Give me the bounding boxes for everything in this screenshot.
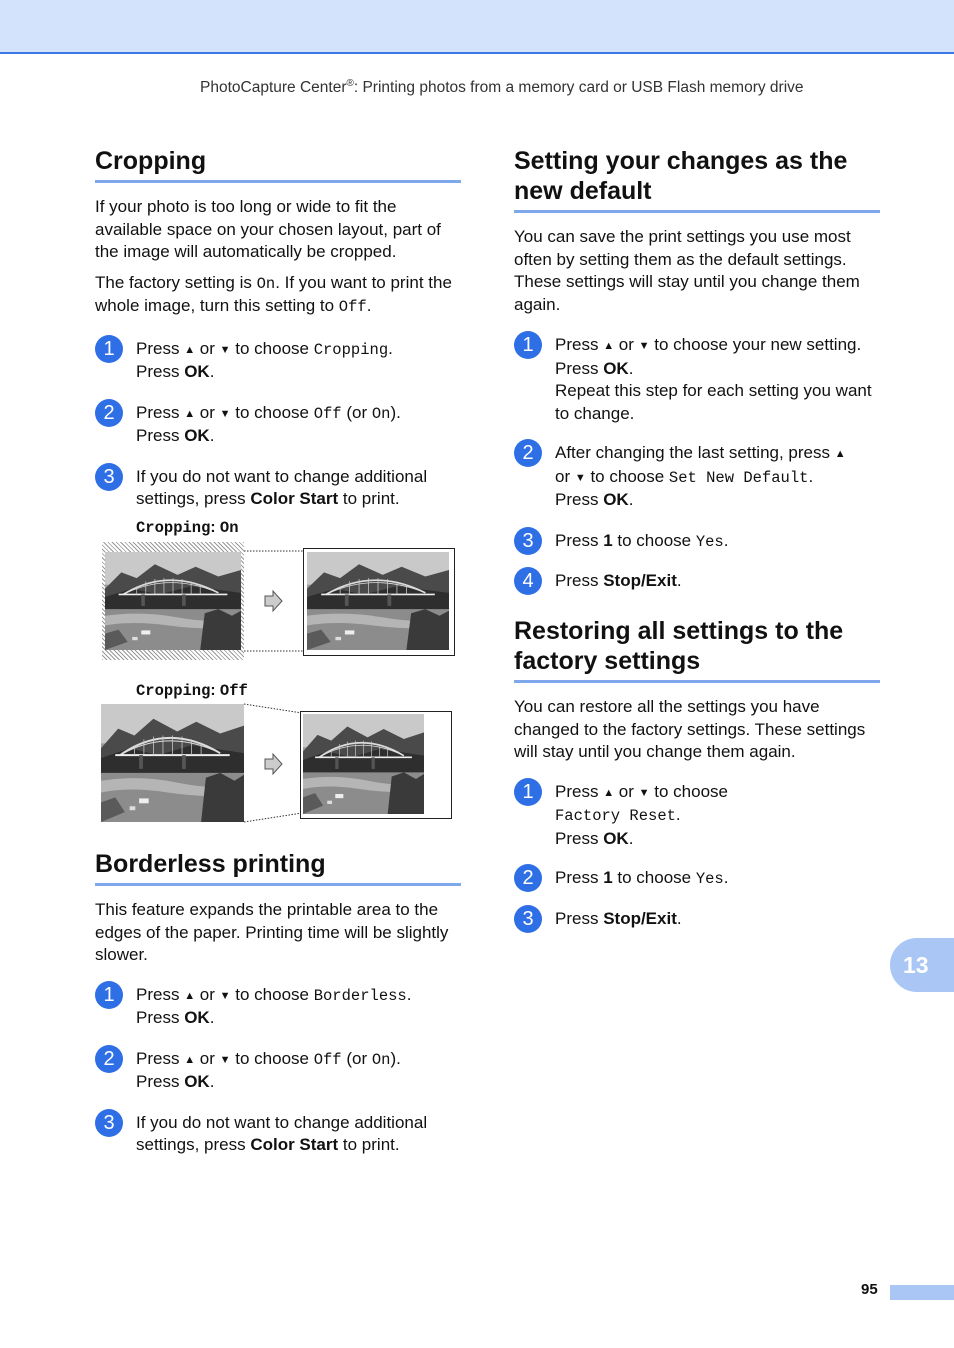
page-number: 95	[861, 1281, 878, 1298]
step-number-3: 3	[95, 1109, 123, 1137]
down-arrow-icon: ▼	[219, 989, 231, 1002]
down-arrow-icon: ▼	[219, 343, 231, 356]
restore-section	[514, 616, 880, 930]
original-photo-on	[105, 552, 241, 650]
printed-photo-off	[303, 714, 424, 814]
step-number-4: 4	[514, 567, 542, 595]
step-number-2: 2	[95, 1045, 123, 1073]
up-arrow-icon: ▲	[603, 786, 615, 799]
down-arrow-icon: ▼	[638, 340, 650, 352]
default-step-1: 1 Press ▲ or ▼ to choose your new setting. Press OK. Repeat this step for each setting you want to change.	[514, 334, 880, 425]
default-section	[514, 146, 880, 593]
cropping-step-1: 1 Press ▲ or ▼ to choose Cropping. Press OK.	[95, 338, 461, 384]
down-arrow-icon: ▼	[574, 471, 586, 484]
caption-cropping-on: Cropping: On	[136, 519, 239, 537]
step-number-2: 2	[514, 864, 542, 892]
running-head: PhotoCapture Center®: Printing photos from a memory card or USB Flash memory drive	[200, 78, 804, 97]
restore-para: You can restore all the settings you have changed to the factory settings. These settings will stay until you change them again.	[514, 697, 866, 761]
restore-step-3: 3 Press Stop/Exit.	[514, 908, 880, 931]
step-number-2: 2	[95, 399, 123, 427]
borderless-section	[95, 849, 461, 1157]
default-step-2: 2 After changing the last setting, press ▲ or ▼ to choose Set New Default. Press OK.	[514, 442, 880, 512]
step-number-3: 3	[514, 905, 542, 933]
step-number-1: 1	[514, 331, 542, 359]
page-number-bar	[890, 1285, 954, 1300]
default-step-3: 3 Press 1 to choose Yes.	[514, 530, 880, 554]
step-number-3: 3	[514, 527, 542, 555]
original-photo-off	[101, 704, 244, 822]
caption-cropping-off: Cropping: Off	[136, 682, 248, 700]
cropping-step-3: 3 If you do not want to change additional settings, press Color Start to print.	[95, 466, 461, 511]
down-arrow-icon: ▼	[638, 786, 650, 799]
down-arrow-icon: ▼	[219, 407, 231, 420]
borderless-step-3: 3 If you do not want to change additional settings, press Color Start to print.	[95, 1112, 461, 1157]
crop-guide-lines	[244, 550, 306, 652]
borderless-title: Borderless printing	[95, 849, 461, 886]
step-number-1: 1	[95, 335, 123, 363]
up-arrow-icon: ▲	[184, 1053, 196, 1066]
borderless-step-1: 1 Press ▲ or ▼ to choose Borderless. Press OK.	[95, 984, 461, 1030]
up-arrow-icon: ▲	[184, 343, 196, 356]
cropping-para1: If your photo is too long or wide to fit the available space on your chosen layout, part of the image will automatically be cropped.	[95, 197, 441, 261]
up-arrow-icon: ▲	[184, 407, 196, 420]
up-arrow-icon: ▲	[834, 448, 846, 460]
cropping-para2: The factory setting is On. If you want to print the whole image, turn this setting to Off.	[95, 272, 452, 316]
restore-step-2: 2 Press 1 to choose Yes.	[514, 867, 880, 891]
step-number-3: 3	[95, 463, 123, 491]
step-number-1: 1	[95, 981, 123, 1009]
step-number-2: 2	[514, 439, 542, 467]
restore-title: Restoring all settings to the factory settings	[514, 616, 880, 683]
up-arrow-icon: ▲	[184, 989, 196, 1002]
restore-step-1: 1 Press ▲ or ▼ to choose Factory Reset. Press OK.	[514, 781, 880, 851]
chapter-tab: 13	[890, 938, 954, 992]
cropping-step-2: 2 Press ▲ or ▼ to choose Off (or On). Press OK.	[95, 402, 461, 448]
step-number-1: 1	[514, 778, 542, 806]
printed-photo-on	[307, 552, 449, 650]
down-arrow-icon: ▼	[219, 1053, 231, 1066]
default-para: You can save the print settings you use most often by setting them as the default settings. These settings will stay until you change them again.	[514, 227, 860, 314]
cropping-section	[95, 146, 461, 511]
up-arrow-icon: ▲	[603, 340, 615, 352]
default-step-4: 4 Press Stop/Exit.	[514, 570, 880, 593]
header-band	[0, 0, 954, 54]
borderless-para: This feature expands the printable area to the edges of the paper. Printing time will be slightly slower.	[95, 900, 449, 964]
scale-guide-lines	[244, 703, 302, 823]
cropping-title: Cropping	[95, 146, 461, 183]
default-title: Setting your changes as the new default	[514, 146, 880, 213]
borderless-step-2: 2 Press ▲ or ▼ to choose Off (or On). Press OK.	[95, 1048, 461, 1094]
